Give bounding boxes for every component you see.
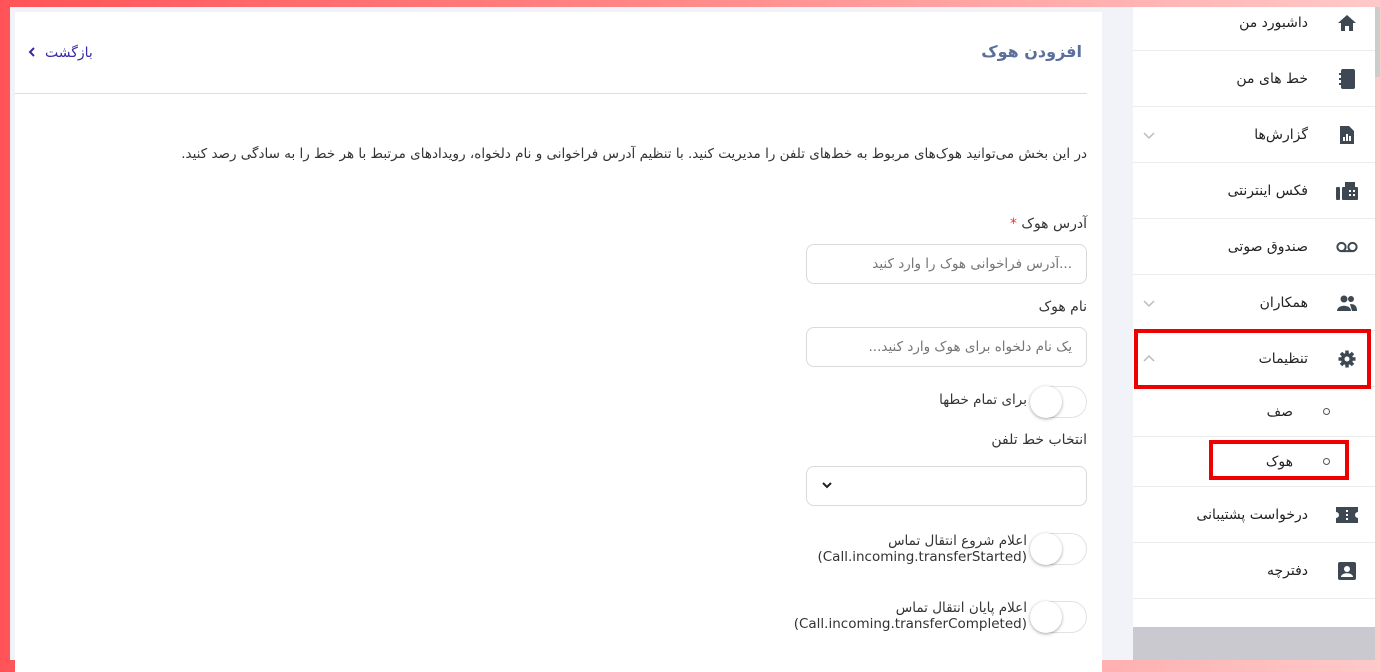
hook-address-input[interactable] bbox=[806, 244, 1087, 284]
page-title: افزودن هوک bbox=[981, 42, 1082, 61]
highlight-settings bbox=[1134, 329, 1371, 389]
fax-icon bbox=[1336, 180, 1358, 202]
back-button[interactable] bbox=[27, 45, 93, 61]
all-lines-toggle[interactable] bbox=[1030, 386, 1087, 418]
home-icon bbox=[1336, 12, 1358, 34]
chevron-left-icon bbox=[27, 45, 37, 61]
back-label: بازگشت bbox=[45, 45, 93, 61]
scrollbar[interactable] bbox=[1375, 7, 1380, 77]
all-lines-label: برای تمام خطها bbox=[939, 392, 1027, 408]
sidebar-item-colleagues[interactable]: همکاران bbox=[1133, 275, 1375, 331]
hook-form bbox=[793, 12, 1087, 672]
sidebar-item-reports[interactable]: گزارش‌ها bbox=[1133, 107, 1375, 163]
page-description: در این بخش می‌توانید هوک‌های مربوط به خط‌های تلفن را مدیریت کنید. با تنظیم آدرس فراخوانی و نام دلخواه، رویدادهای مرتبط با هر خط را به سادگی رصد کنید. bbox=[181, 146, 1087, 162]
sidebar-item-contacts[interactable]: دفترچه bbox=[1133, 543, 1375, 599]
chevron-down-icon bbox=[1143, 297, 1155, 309]
transfer-completed-toggle[interactable] bbox=[1030, 601, 1087, 633]
sidebar-subitem-hook[interactable]: هوک bbox=[1133, 437, 1375, 487]
phone-line-label: انتخاب خط تلفن bbox=[991, 432, 1087, 448]
sidebar-item-support[interactable]: درخواست پشتیبانی bbox=[1133, 487, 1375, 543]
hook-name-input[interactable] bbox=[806, 327, 1087, 367]
sidebar-item-dashboard[interactable]: داشبورد من bbox=[1133, 0, 1375, 51]
transfer-started-toggle[interactable] bbox=[1030, 533, 1087, 565]
contact-book-icon bbox=[1336, 560, 1358, 582]
notebook-icon bbox=[1336, 68, 1358, 90]
chevron-down-icon bbox=[1143, 129, 1155, 141]
voicemail-icon bbox=[1336, 236, 1358, 258]
sidebar-item-settings[interactable]: تنظیمات bbox=[1133, 331, 1375, 387]
sidebar bbox=[1133, 7, 1375, 627]
sidebar-item-voicemail[interactable]: صندوق صوتی bbox=[1133, 219, 1375, 275]
sidebar-subitem-queue[interactable]: صف bbox=[1133, 387, 1375, 437]
sidebar-collapse-bar[interactable] bbox=[1133, 627, 1375, 660]
bullet-icon bbox=[1323, 408, 1330, 415]
main-panel bbox=[15, 12, 1102, 672]
address-label: آدرس هوک * bbox=[1009, 216, 1087, 232]
sidebar-item-fax[interactable]: فکس اینترنتی bbox=[1133, 163, 1375, 219]
name-label: نام هوک bbox=[1038, 299, 1087, 315]
chevron-down-icon bbox=[821, 478, 833, 494]
transfer-started-label: اعلام شروع انتقال تماس (Call.incoming.transferStarted) bbox=[817, 533, 1027, 565]
highlight-hook bbox=[1209, 440, 1349, 480]
report-icon bbox=[1336, 124, 1358, 146]
ticket-icon bbox=[1336, 504, 1358, 526]
phone-line-select[interactable] bbox=[806, 466, 1087, 506]
transfer-completed-label: اعلام پایان انتقال تماس (Call.incoming.transferCompleted) bbox=[793, 600, 1027, 632]
sidebar-item-my-lines[interactable]: خط های من bbox=[1133, 51, 1375, 107]
people-icon bbox=[1336, 292, 1358, 314]
